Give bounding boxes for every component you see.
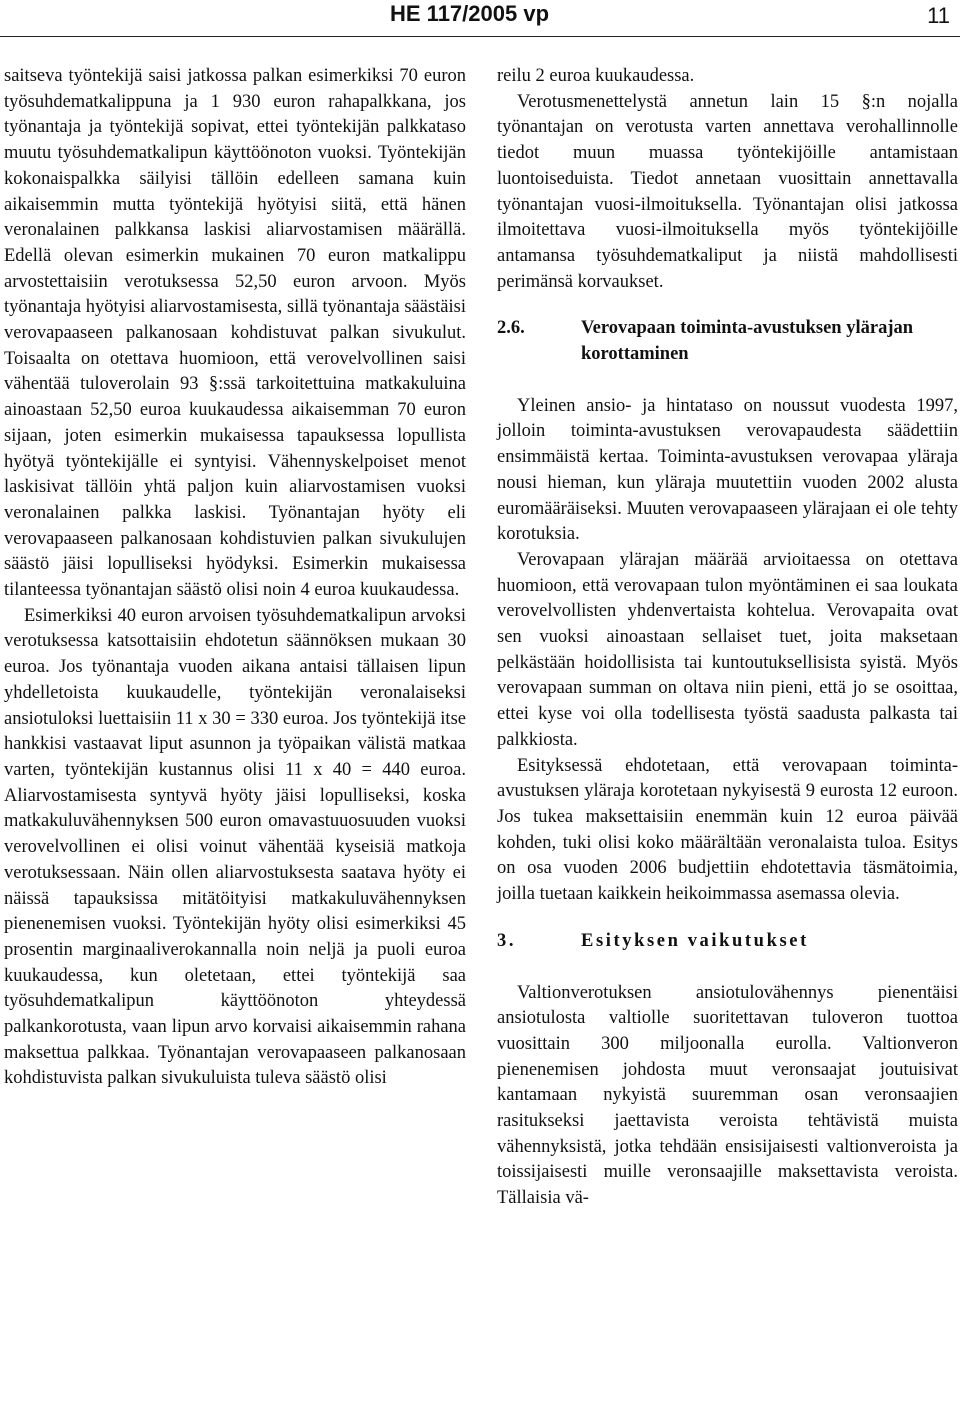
body-paragraph: Valtionverotuksen ansiotulovähennys pienentäisi ansiotulosta valtiolle suoritettavan tuloveron tuottoa vuosittain 300 miljoonalla eurolla. Valtionveron pienenemisen johdosta muut veronsaajat joutuisivat kantamaan nykyistä suuremman osan veronsaajien rasitukseksi jaettavista veroista tehtävistä muista vähennyksistä, jotka tehdään ensisijaisesti valtionveroista ja toissijaisesti muille veronsaajille maksettavista veroista. Tällaisia vä- — [497, 982, 958, 1209]
section-number: 3. — [497, 930, 517, 951]
page-number: 11 — [927, 3, 950, 28]
section-title: Verovapaan toiminta-avustuksen ylärajan korottaminen — [581, 318, 914, 365]
page-header — [0, 0, 960, 36]
body-paragraph: Verovapaan ylärajan määrää arvioitaessa on otettava huomioon, että verovapaan tulon myöntäminen ei saa loukata verovelvollisten yhdenvertaista kohtelua. Verovapaita ovat sen vuoksi ainoastaan sellaiset tuet, joita maksetaan pelkästään hoidollisista tai kuntoutuksellisista syistä. Myös verovapaan summan on oltava niin pieni, että jo se osoittaa, ettei kyse voi olla todellisesta työstä saadusta palkasta tai palkkiosta. — [497, 549, 958, 750]
body-paragraph: reilu 2 euroa kuukaudessa. — [497, 66, 695, 86]
left-column — [4, 64, 466, 1092]
section-title: Esityksen vaikutukset — [581, 930, 809, 951]
document-id: HE 117/2005 vp — [390, 1, 550, 26]
section-heading-2-6 — [497, 316, 958, 367]
right-column — [497, 64, 958, 1212]
body-paragraph: Esimerkiksi 40 euron arvoisen työsuhdematkalipun arvoksi verotuksessa katsottaisiin ehdotetun säännöksen mukaan 30 euroa. Jos työnantaja vuoden aikana antaisi tällaisen lipun yhdelletoista kuukaudelle, työntekijän veronalaiseksi ansiotuloksi luettaisiin 11 x 30 = 330 euroa. Jos työntekijä itse hankkisi vastaavat liput asunnon ja työpaikan välistä matkaa varten, työntekijän kustannus olisi 11 x 40 = 440 euroa. Aliarvostamisesta syntyvä hyöty jäisi lopulliseksi, koska matkakuluvähennyksen 500 euron omavastuuosuuden vuoksi verovelvollinen ei olisi voinut vähentää kyseisiä matkoja verotuksessaan. Näin ollen aliarvostuksesta saatava hyöty ei näissä tapauksissa mitätöityisi matkakuluvähennyksen pienenemisen vuoksi. Työntekijän hyöty olisi esimerkiksi 45 prosentin marginaaliverokannalla noin neljä ja puoli euroa kuukaudessa, kun oletetaan, ettei työntekijä saa työsuhdematkalipun käyttöönoton yhteydessä palkankorotusta, vaan lipun arvo korvaisi aikaisemmin rahana maksettua palkkaa. Työnantajan verovapaaseen palkanosaan kohdistuvista palkan sivukuluista tuleva säästö olisi — [4, 605, 466, 1089]
header-divider — [0, 36, 960, 37]
section-number: 2.6. — [497, 318, 525, 339]
body-paragraph: Esityksessä ehdotetaan, että verovapaan toiminta-avustuksen yläraja korotetaan nykyisestä 9 eurosta 12 euroon. Jos tukea maksettaisiin enemmän kuin 12 euroa päivää kohden, tuki olisi koko määrältään veronalaista tuloa. Esitys on osa vuoden 2006 budjettiin ehdotettavia täsmätoimia, joilla tuetaan kaikkein heikoimmassa asemassa olevia. — [497, 755, 958, 905]
body-paragraph: Verotusmenettelystä annetun lain 15 §:n nojalla työnantajan on verotusta varten annettava verohallinnolle tiedot muun muassa työntekijöille antamistaan luontoiseduista. Tiedot annetaan vuosittain annettavalla työnantajan vuosi-ilmoituksella. Työnantajan olisi jatkossa ilmoitettava vuosi-ilmoituksella myös työntekijöille antamansa työsuhdematkaliput ja niistä mahdollisesti perimänsä korvaukset. — [497, 91, 958, 292]
body-paragraph: Yleinen ansio- ja hintataso on noussut vuodesta 1997, jolloin toiminta-avustuksen verovapaudesta säädettiin ensimmäistä kertaa. Toiminta-avustuksen verovapaa yläraja nousi hieman, kun yläraja muutettiin vuoden 2002 alusta euromääräiseksi. Muuten verovapaaseen ylärajaan ei ole tehty korotuksia. — [497, 395, 958, 545]
section-heading-3 — [497, 929, 958, 955]
body-paragraph: saitseva työntekijä saisi jatkossa palkan esimerkiksi 70 euron työsuhdematkalippuna ja 1 930 euron rahapalkkana, jos työnantaja ja työntekijä sopivat, ettei työntekijän palkkataso muutu työsuhdematkalipun käyttöönoton vuoksi. Työntekijän kokonaispalkka säilyisi tällöin edelleen samana kuin aikaisemmin mutta työntekijä hyötyisi siitä, että hänen veronalainen palkkansa laskisi aliarvostamisen määrällä. Edellä olevan esimerkin mukainen 70 euron matkalippu arvostettaisiin verotuksessa 52,50 euron arvoon. Myös työnantaja hyötyisi aliarvostamisesta, sillä työnantaja säästäisi verovapaaseen palkanosaan kohdistuvat palkan sivukulut. Toisaalta on otettava huomioon, että verovelvollinen saisi vähentää tuloverolain 93 §:ssä tarkoitettuina matkakuluina ainoastaan 52,50 euroa kuukaudessa aikaisemman 70 euron sijaan, joten esimerkin mukaisessa tapauksessa lopullista hyötyä työntekijälle ei syntyisi. Vähennyskelpoiset menot laskisivat tällöin yhtä paljon kuin aliarvostamisen vuoksi veronalainen palkka laskisi. Työnantajan hyöty eli verovapaaseen palkanosaan kohdistuvien palkan sivukulujen säästö jäisi lopulliseksi hyödyksi. Esimerkin mukaisessa tilanteessa työnantajan säästö olisi noin 4 euroa kuukaudessa. — [4, 66, 466, 601]
